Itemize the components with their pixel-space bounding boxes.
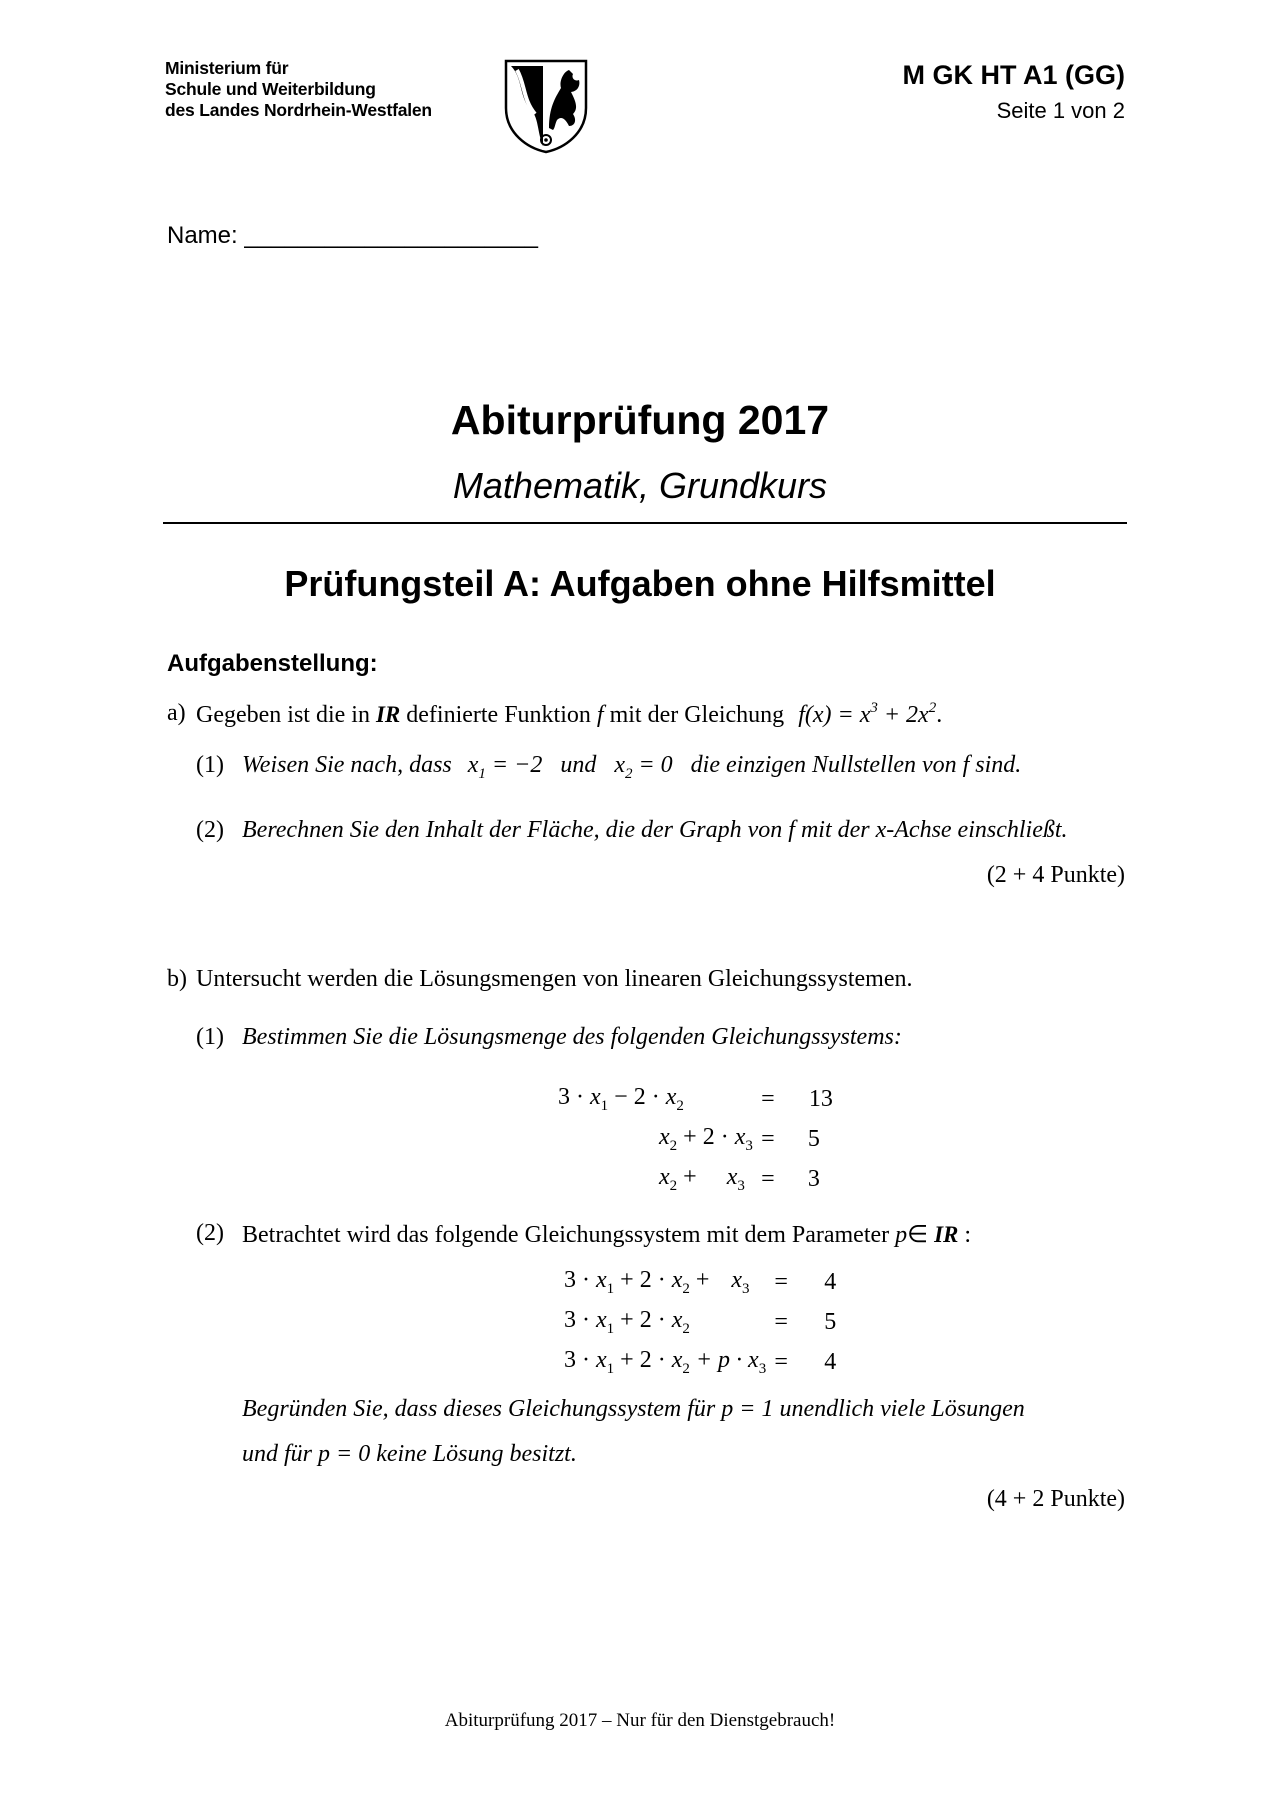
coef: + 2 · [614,1346,666,1373]
task-b1-num: (1) [196,1024,224,1050]
function-name: f [596,702,604,728]
index: 1 [606,1360,615,1377]
eq-lhs [564,1342,766,1382]
ministry-name [165,58,432,121]
ministry-line: Schule und Weiterbildung [165,79,376,99]
var: x [734,1123,746,1150]
equation-row [564,1262,836,1302]
equals: = [761,1165,775,1192]
equation-row [564,1342,836,1382]
var: x [748,1346,759,1373]
title-divider [163,522,1127,524]
name-field: Name: ______________________ [167,222,539,249]
page-footer: Abiturprüfung 2017 – Nur für den Dienstgebrauch! [444,1710,836,1731]
text: Weisen Sie nach, dass [242,752,452,778]
equation-system-2 [564,1262,836,1382]
coef: 3 · [558,1083,584,1110]
task-a-intro [196,700,942,729]
task-b-intro: Untersucht werden die Lösungsmengen von linearen Gleichungssystemen. [196,966,913,992]
nrw-coat-of-arms-icon [503,58,589,154]
equals: = [774,1308,788,1335]
assignment-heading: Aufgabenstellung: [167,650,378,677]
index: 1 [606,1320,615,1337]
index: 1 [606,1280,615,1297]
equals: = [761,1125,775,1152]
text: die einzigen Nullstellen von f sind. [690,752,1022,778]
equals: = [774,1348,788,1375]
coef: + 2 · [614,1306,666,1333]
colon: : [964,1222,972,1248]
var: x [596,1266,607,1293]
task-a1-num: (1) [196,752,224,778]
eq-lhs [558,1159,753,1199]
task-b2-reason-2: und für p = 0 keine Lösung besitzt. [242,1441,577,1467]
task-b2-reason-1: Begründen Sie, dass dieses Gleichungssystem für p = 1 unendlich viele Lösungen [242,1396,1025,1422]
var: x [671,1346,683,1373]
eq-rhs: 3 [807,1165,820,1192]
index: 2 [669,1177,678,1194]
var: x [614,752,625,778]
index: 2 [669,1137,678,1154]
task-b-points: (4 + 2 Punkte) [986,1486,1125,1512]
page-title: Abiturprüfung 2017 [450,397,830,443]
index: 3 [758,1360,767,1377]
task-b2-text [242,1220,971,1249]
eq-rhs: 5 [807,1125,820,1152]
reals-symbol: IR [934,1222,959,1247]
coef: + 2 · [614,1266,666,1293]
element-of: ∈ [907,1222,929,1248]
index: 2 [676,1097,684,1114]
index: 2 [682,1360,690,1377]
eq-rhs: 4 [824,1268,837,1295]
exponent: 3 [870,700,878,716]
index: 1 [478,766,486,782]
ministry-line: des Landes Nordrhein-Westfalen [165,100,432,120]
task-a1-text [242,752,1021,783]
reals-symbol: IR [375,702,401,727]
eq-lhs [564,1262,766,1302]
index: 1 [600,1097,609,1114]
eq-part: f(x) = x [798,702,871,728]
var: x [659,1123,670,1150]
zero-1 [467,752,543,782]
coef: + [689,1266,710,1293]
task-a2-text: Berechnen Sie den Inhalt der Fläche, die der Graph von f mit der x-Achse einschließt. [242,817,1068,843]
var: x [726,1163,738,1190]
page-subtitle: Mathematik, Grundkurs [452,465,828,506]
eq-part: + 2x [877,702,929,728]
equation-row [564,1302,836,1342]
eq-lhs [558,1079,753,1119]
index: 2 [624,766,633,782]
index: 2 [682,1280,690,1297]
var: x [731,1266,743,1293]
task-a-points: (2 + 4 Punkte) [986,862,1125,888]
value: = 0 [632,752,673,778]
value: = −2 [485,752,543,778]
equation-row [558,1159,833,1199]
index: 3 [742,1280,750,1297]
coef: 3 · [564,1306,590,1333]
coef: + 2 · [677,1123,729,1150]
exponent: 2 [928,700,937,716]
exam-code: M GK HT A1 (GG) [902,60,1125,90]
eq-lhs [558,1119,753,1159]
var: x [659,1163,670,1190]
index: 2 [682,1320,690,1337]
parameter: p [895,1222,908,1248]
text: definierte Funktion [406,702,591,728]
task-b-label: b) [167,966,187,992]
coef: − 2 · [608,1083,660,1110]
var: x [671,1306,683,1333]
text: Betrachtet wird das folgende Gleichungssystem mit dem Parameter [242,1222,890,1248]
part-title: Prüfungsteil A: Aufgaben ohne Hilfsmittel [284,563,996,604]
zero-2 [614,752,673,782]
coef: + p · [689,1346,743,1373]
var: x [665,1083,677,1110]
coef: + [677,1163,697,1190]
eq-rhs: 13 [808,1085,833,1112]
eq-lhs [564,1302,766,1342]
ministry-line: Ministerium für [165,58,289,78]
index: 3 [745,1137,753,1154]
function-equation [798,702,936,728]
equation-row [558,1119,833,1159]
var: x [596,1346,607,1373]
equation-system-1 [558,1079,833,1199]
index: 3 [737,1177,745,1194]
eq-rhs: 5 [824,1308,837,1335]
eq-rhs: 4 [824,1348,837,1375]
coef: 3 · [564,1346,590,1373]
page-number: Seite 1 von 2 [996,98,1125,123]
text: Gegeben ist die in [196,702,370,728]
var: x [671,1266,683,1293]
equals: = [774,1268,788,1295]
var: x [467,752,479,778]
equals: = [761,1085,775,1112]
text: mit der Gleichung [609,702,785,728]
task-b1-text: Bestimmen Sie die Lösungsmenge des folgenden Gleichungssystems: [242,1024,902,1050]
text: und [560,752,597,778]
equation-row [558,1079,833,1119]
task-b2-num: (2) [196,1220,224,1246]
period: . [936,702,943,728]
coef: 3 · [564,1266,590,1293]
task-a-label: a) [167,700,186,726]
var: x [596,1306,607,1333]
task-a2-num: (2) [196,817,224,843]
var: x [590,1083,601,1110]
